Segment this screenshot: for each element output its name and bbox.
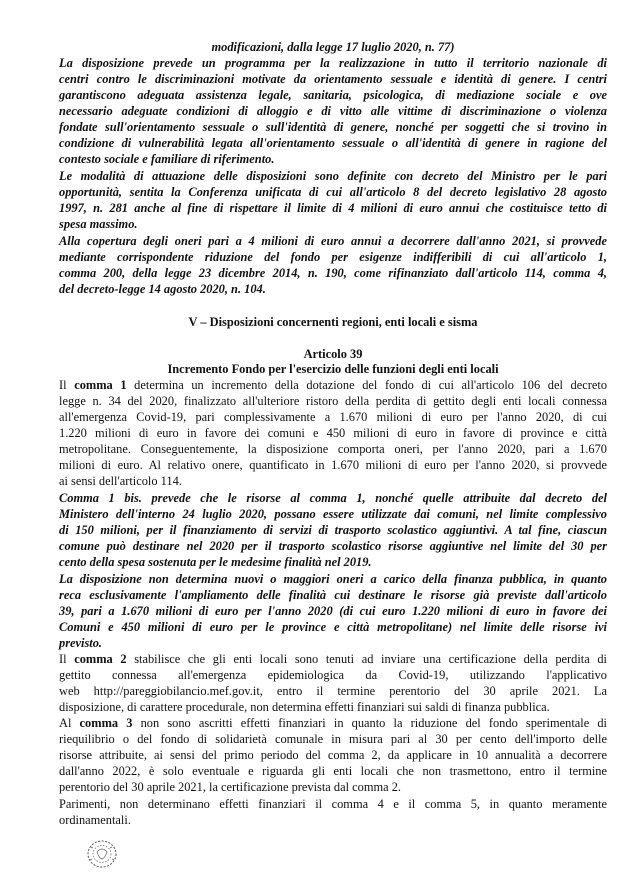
text-line: ai sensi dell'articolo 114. [59,474,182,488]
article-title: Incremento Fondo per l'esercizio delle funzioni degli enti locali [167,362,499,376]
text-line [59,378,607,392]
text-line: opportunità, sentita la Conferenza unificata di cui all'articolo 8 del decreto legislativo 28 agosto [59,185,607,199]
text-line: disposizione, di carattere procedurale, non determina effetti finanziari sui saldi di finanza pubblica. [59,700,550,714]
text-prefix: Il [59,652,75,666]
text-line: 1997, n. 281 anche al fine di rispettare il limite di 4 milioni di euro annui che costituisce tetto di [59,201,607,215]
text-line: Comuni e 450 milioni di euro per le province e città metropolitane) nel limite delle risorse ivi [59,620,607,634]
seal-stamp-icon [85,838,119,870]
text-prefix: Al [59,716,80,730]
comma-reference: comma 2 [74,652,127,666]
text-line: legge n. 34 del 2020, finalizzato all'ulteriore ristoro della perdita di gettito degli enti locali connessa [59,394,607,408]
text-line: mediante corrispondente riduzione del fondo per esigenze indifferibili di cui all'articolo 1, [59,250,607,264]
text-line: La disposizione prevede un programma per la realizzazione in tutto il territorio nazionale di [59,56,607,70]
text-line: dall'anno 2022, è solo eventuale e riguarda gli enti locali che non trasmettono, entro il termine [59,764,607,778]
text-line [59,716,607,730]
text-rest: non sono ascritti effetti finanziari in quanto la riduzione del fondo sperimentale di [132,716,607,730]
text-line: Le modalità di attuazione delle disposizioni sono definite con decreto del Ministro per le pari [59,169,607,183]
text-line: fondate sull'orientamento sessuale o sull'identità di genere, nonché per soggetti che si trovino in [59,120,607,134]
text-line: previsto. [59,636,103,650]
text-line: risorse attribuite, ai sensi del primo periodo del comma 2, da applicare in 10 annualità a decorrere [59,748,607,762]
text-line: comma 200, della legge 23 dicembre 2014, n. 190, come rifinanziato dall'articolo 114, comma 4, [59,266,607,280]
text-rest: determina un incremento della dotazione del fondo di cui all'articolo 106 del decreto [126,378,608,392]
article-number: Articolo 39 [303,347,363,361]
text-line: spesa massimo. [59,217,138,231]
header-line: modificazioni, dalla legge 17 luglio 2020, n. 77) [211,40,455,54]
text-line: contesto sociale e familiare di riferimento. [59,152,275,166]
text-line: Alla copertura degli oneri pari a 4 milioni di euro annui a decorrere dall'anno 2021, si provvede [59,234,607,248]
text-line: del decreto-legge 14 agosto 2020, n. 104. [59,282,266,296]
text-line: Parimenti, non determinano effetti finanziari il comma 4 e il comma 5, in quanto meramente [59,797,607,811]
text-line: comune può destinare nel 2020 per il trasporto scolastico risorse aggiuntive nel limite del 30 per [59,539,607,553]
text-line: perentorio del 30 aprile 2021, la certificazione prevista dal comma 2. [59,780,401,794]
comma-reference: comma 1 [74,378,127,392]
text-line: garantiscono adeguata assistenza legale, sanitaria, psicologica, di mediazione sociale e ove [59,88,607,102]
text-line: centri contro le discriminazioni motivate da orientamento sessuale e identità di genere. I centri [59,72,607,86]
text-line: di 150 milioni, per il finanziamento di servizi di trasporto scolastico aggiuntivi. A tal fine, ciascun [59,523,607,537]
text-prefix: Il [59,378,75,392]
section-heading: V – Disposizioni concernenti regioni, enti locali e sisma [188,315,478,329]
text-line: cento della spesa sostenuta per le medesime finalità nel 2019. [59,555,372,569]
text-line: Comma 1 bis. prevede che le risorse al comma 1, nonché quelle attribuite dal decreto del [59,491,607,505]
text-line: gettito connessa all'emergenza epidemiologica da Covid-19, utilizzando l'applicativo [59,668,607,682]
text-line: 1.220 milioni di euro in favore dei comuni e 450 milioni di euro in favore di province e città [59,426,607,440]
text-line: metropolitane. Conseguentemente, la disposizione comporta oneri, per l'anno 2020, pari a 1.670 [59,442,607,456]
text-line: web http://pareggiobilancio.mef.gov.it, entro il termine perentorio del 30 aprile 2021. La [59,684,607,698]
text-line: milioni di euro. Al relativo onere, quantificato in 1.670 milioni di euro per l'anno 2020, si provvede [59,458,607,472]
text-line: riequilibrio o del fondo di solidarietà comunale in misura pari al 30 per cento dell'importo delle [59,732,607,746]
text-line: La disposizione non determina nuovi o maggiori oneri a carico della finanza pubblica, in quanto [59,572,607,586]
text-line [59,652,607,666]
text-line: Ministero dell'interno 24 luglio 2020, possano essere utilizzate dai comuni, nel limite complessivo [59,507,607,521]
text-line: reca esclusivamente l'ampliamento delle finalità cui destinare le risorse già previste dall'articolo [59,588,607,602]
text-line: all'emergenza Covid-19, pari complessivamente a 1.670 milioni di euro per l'anno 2020, di cui [59,410,607,424]
text-rest: stabilisce che gli enti locali sono tenuti ad inviare una certificazione della perdita di [126,652,607,666]
comma-reference: comma 3 [79,716,133,730]
text-line: ordinamentali. [59,813,131,827]
text-line: condizione di vulnerabilità legata all'orientamento sessuale o all'identità di genere in ragione del [59,136,607,150]
text-line: necessario adeguate condizioni di alloggio e di vitto alle vittime di discriminazione o violenza [59,104,607,118]
text-line: 39, pari a 1.670 milioni di euro per l'anno 2020 (di cui euro 1.220 milioni di euro in favore dei [59,604,607,618]
